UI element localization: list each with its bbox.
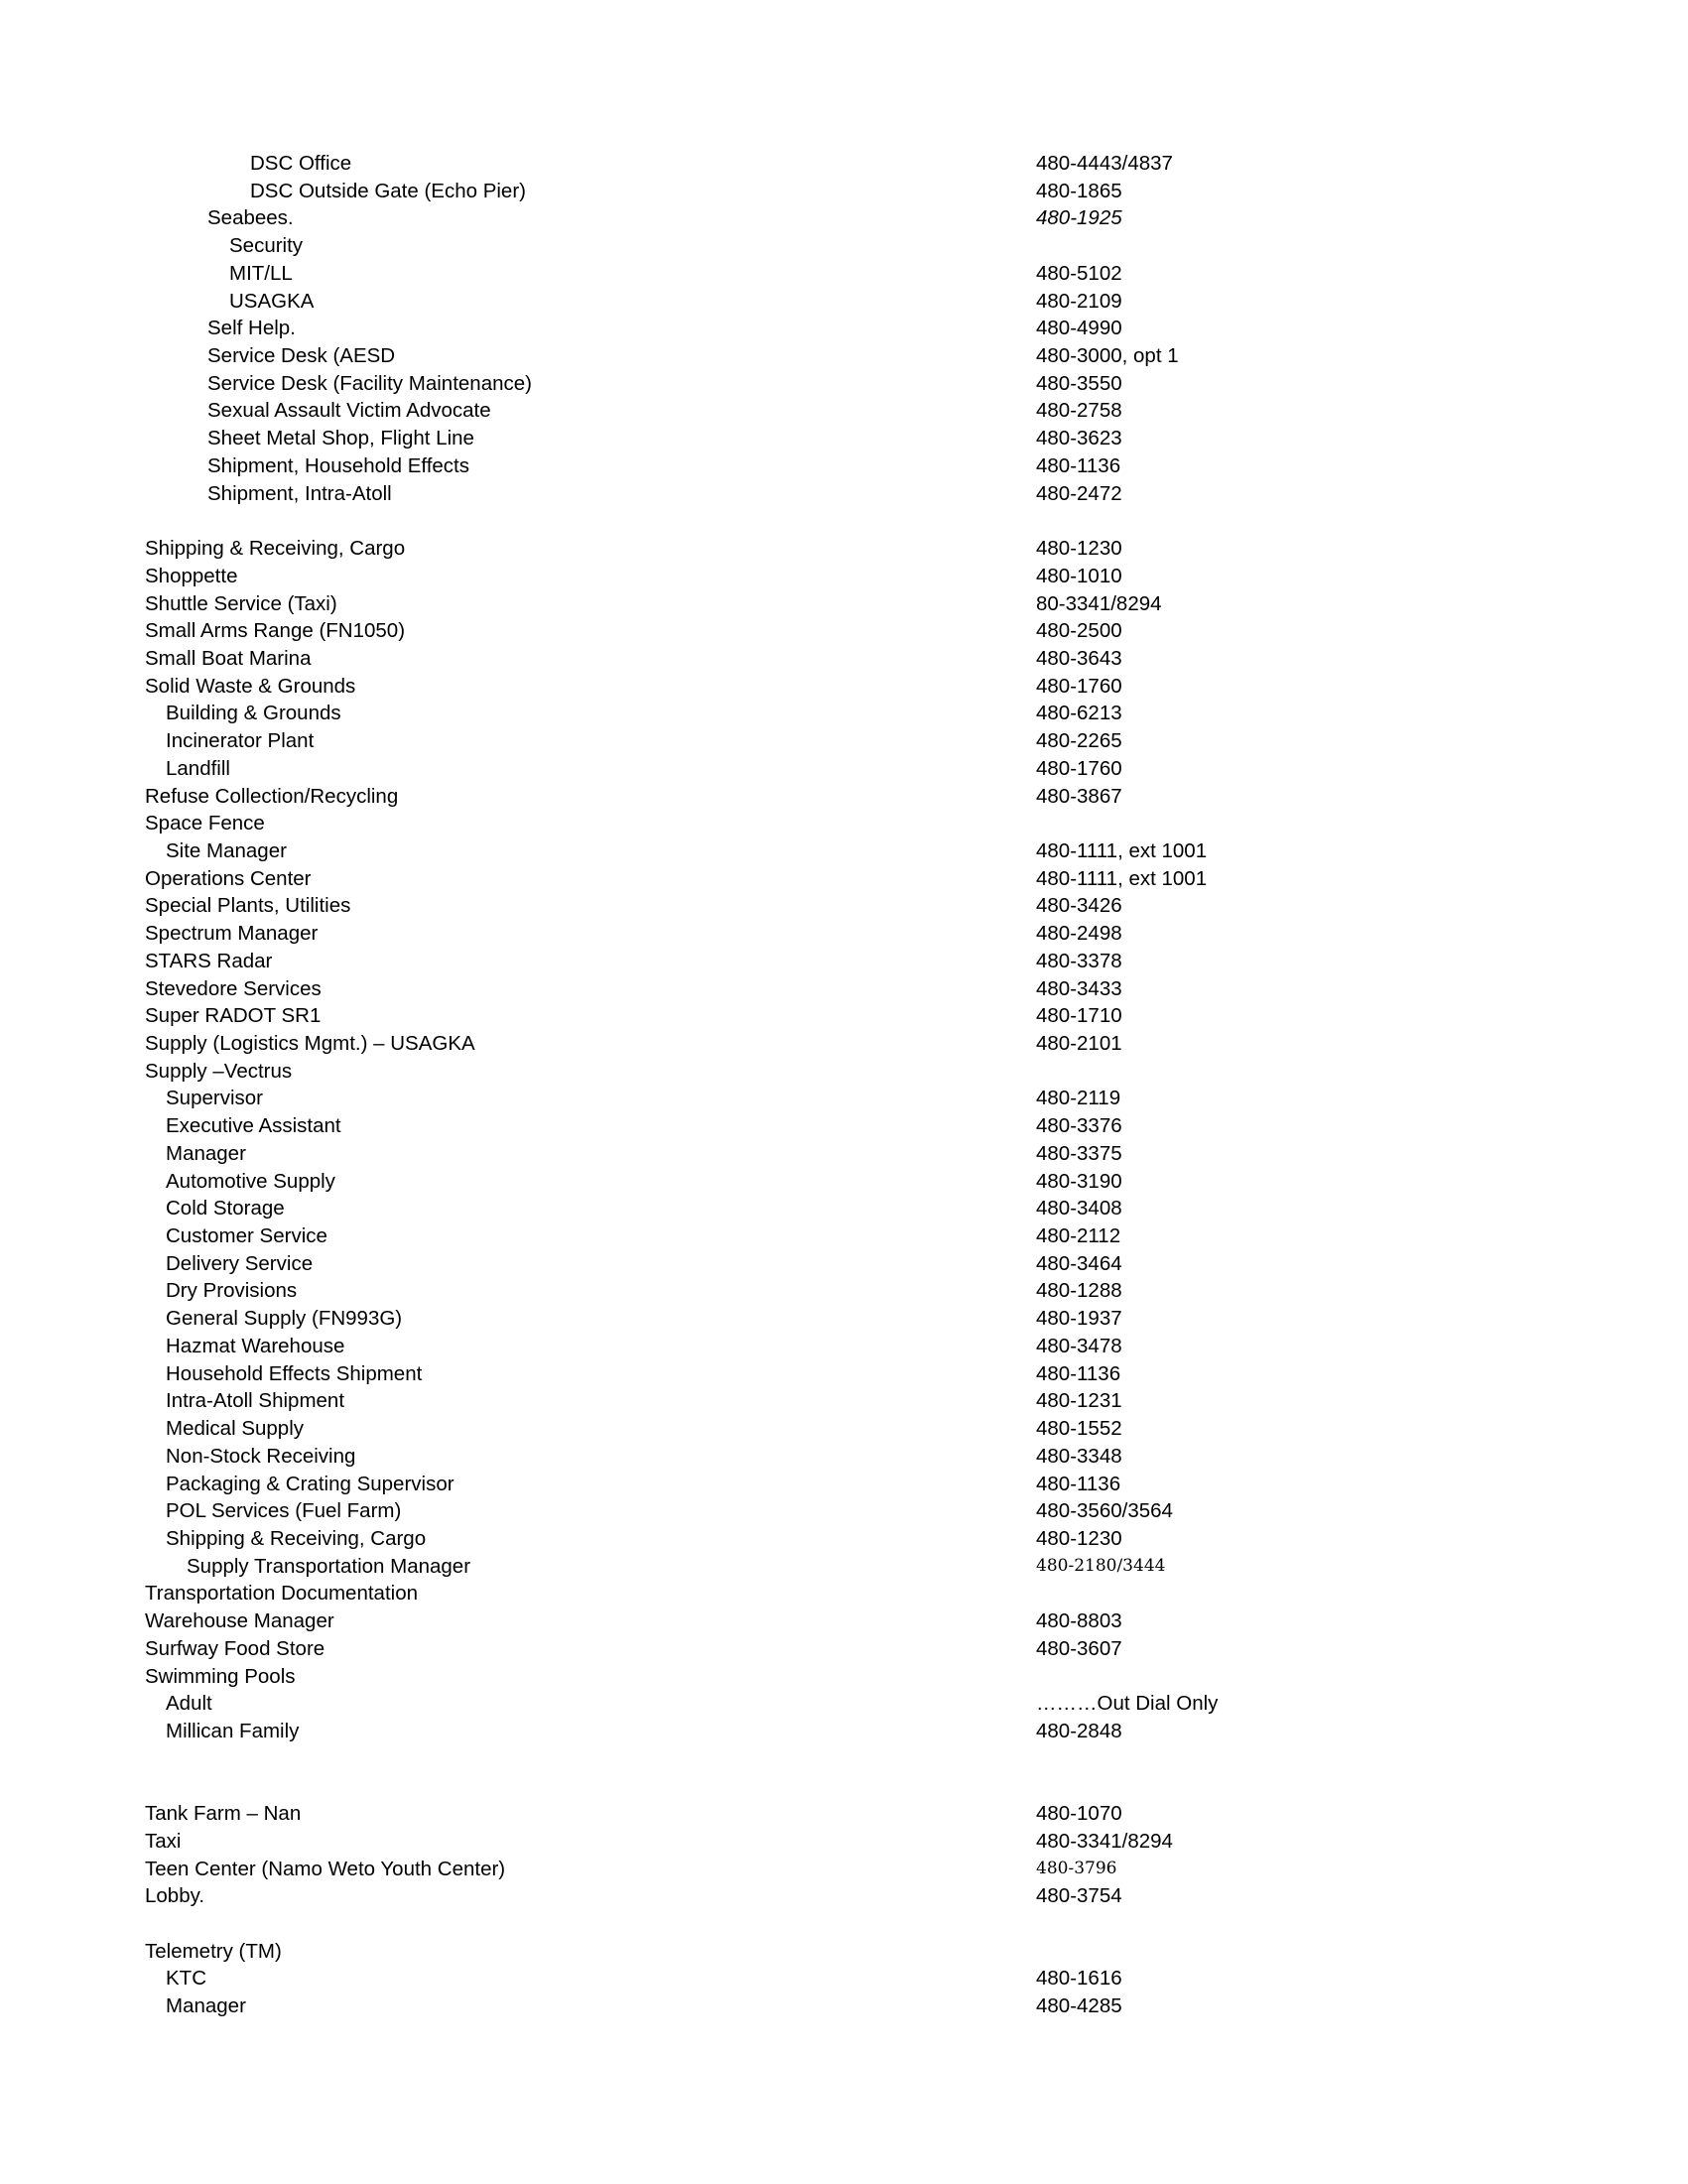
- entry-name: Executive Assistant: [166, 1114, 341, 1138]
- entry-phone: 480-3560/3564: [1036, 1499, 1173, 1523]
- entry-name: Space Fence: [145, 812, 265, 835]
- entry-phone: 480-6213: [1036, 702, 1122, 725]
- directory-entry: [0, 1443, 1688, 1471]
- entry-name: Shipping & Receiving, Cargo: [166, 1526, 427, 1550]
- entry-phone: 480-3433: [1036, 976, 1122, 1000]
- directory-entry: [0, 150, 1688, 178]
- entry-phone: 480-4990: [1036, 317, 1122, 340]
- directory-entry: [0, 1085, 1688, 1112]
- directory-entry: [0, 1112, 1688, 1140]
- entry-name: Incinerator Plant: [166, 729, 315, 753]
- directory-entry: [0, 452, 1688, 480]
- directory-entry: [0, 232, 1688, 260]
- entry-name: Refuse Collection/Recycling: [145, 784, 399, 808]
- entry-name: DSC Outside Gate (Echo Pier): [250, 179, 526, 202]
- directory-entry: [0, 1415, 1688, 1443]
- entry-name: Surfway Food Store: [145, 1636, 325, 1660]
- directory-entry: [0, 1497, 1688, 1525]
- entry-name: Taxi: [145, 1829, 182, 1853]
- entry-phone: 480-2109: [1036, 289, 1122, 313]
- entry-name: Supply (Logistics Mgmt.) – USAGKA: [145, 1032, 475, 1055]
- entry-phone: 480-2119: [1036, 1087, 1121, 1110]
- entry-phone: 480-3867: [1036, 784, 1122, 808]
- entry-name: Landfill: [166, 756, 230, 780]
- entry-phone: 480-1937: [1036, 1307, 1122, 1331]
- entry-name: Self Help.: [207, 317, 296, 340]
- entry-phone: 480-3341/8294: [1036, 1829, 1173, 1853]
- directory-entry: [0, 783, 1688, 811]
- directory-entry: [0, 1250, 1688, 1278]
- directory-entry: [0, 810, 1688, 837]
- entry-name: Shipping & Receiving, Cargo: [145, 537, 406, 561]
- entry-phone: 480-1552: [1036, 1417, 1122, 1441]
- directory-entry: [0, 645, 1688, 673]
- entry-name: Swimming Pools: [145, 1664, 296, 1688]
- directory-entry: [0, 1168, 1688, 1196]
- directory-entry: [0, 1387, 1688, 1415]
- entry-name: Customer Service: [166, 1224, 327, 1248]
- entry-phone: 480-2848: [1036, 1719, 1122, 1742]
- entry-phone: 480-2498: [1036, 922, 1122, 946]
- entry-phone: 480-2500: [1036, 619, 1122, 643]
- entry-phone: 480-1111, ext 1001: [1036, 866, 1208, 890]
- entry-phone: 480-3408: [1036, 1197, 1122, 1220]
- directory-entry: [0, 1938, 1688, 1966]
- directory-entry: [0, 617, 1688, 645]
- entry-name: Manager: [166, 1141, 246, 1165]
- directory-entry: [0, 1718, 1688, 1745]
- entry-phone: 480-1925: [1036, 206, 1122, 230]
- entry-phone: 480-1760: [1036, 756, 1122, 780]
- entry-name: Automotive Supply: [166, 1169, 335, 1193]
- entry-name: POL Services (Fuel Farm): [166, 1499, 402, 1523]
- directory-entry: [0, 1882, 1688, 1910]
- directory-entry: [0, 727, 1688, 755]
- directory-entry: [0, 1277, 1688, 1305]
- directory-entry: [0, 1745, 1688, 1773]
- directory-entry: [0, 1333, 1688, 1360]
- directory-entry: [0, 1553, 1688, 1581]
- entry-phone: 480-1070: [1036, 1802, 1122, 1826]
- entry-phone: 480-1616: [1036, 1967, 1122, 1991]
- directory-entry: [0, 1305, 1688, 1333]
- entry-name: Telemetry (TM): [145, 1939, 282, 1963]
- entry-name: Security: [229, 234, 304, 258]
- entry-phone: 480-4285: [1036, 1994, 1122, 2018]
- directory-entry: [0, 370, 1688, 398]
- entry-name: Cold Storage: [166, 1197, 285, 1220]
- entry-phone: 480-2101: [1036, 1032, 1122, 1055]
- entry-name: Delivery Service: [166, 1251, 314, 1275]
- entry-phone: 480-5102: [1036, 261, 1122, 285]
- entry-phone: 480-3607: [1036, 1636, 1122, 1660]
- entry-phone: 480-3754: [1036, 1884, 1122, 1908]
- entry-name: Non-Stock Receiving: [166, 1444, 356, 1468]
- entry-phone: 480-3643: [1036, 646, 1122, 670]
- directory-entry: [0, 948, 1688, 975]
- directory-entry: [0, 673, 1688, 701]
- entry-phone: 480-3348: [1036, 1444, 1122, 1468]
- entry-name: Shoppette: [145, 564, 238, 587]
- entry-phone: 480-1136: [1036, 1472, 1121, 1495]
- entry-name: DSC Office: [250, 152, 352, 175]
- entry-phone: 480-1136: [1036, 1361, 1121, 1385]
- entry-name: Site Manager: [166, 838, 287, 862]
- directory-entry: [0, 1222, 1688, 1250]
- entry-phone: 480-1760: [1036, 674, 1122, 698]
- entry-name: Lobby.: [145, 1884, 205, 1908]
- entry-name: Millican Family: [166, 1719, 300, 1742]
- entry-name: Spectrum Manager: [145, 922, 319, 946]
- directory-entry: [0, 1856, 1688, 1883]
- directory-entry: [0, 1525, 1688, 1553]
- entry-phone: 80-3341/8294: [1036, 591, 1162, 615]
- directory-entry: [0, 590, 1688, 618]
- entry-phone: 480-1865: [1036, 179, 1122, 202]
- entry-name: Shipment, Household Effects: [207, 453, 469, 477]
- directory-entry: [0, 1663, 1688, 1691]
- directory-entry: [0, 1580, 1688, 1607]
- entry-phone: 480-3796: [1036, 1858, 1117, 1878]
- directory-entry: [0, 288, 1688, 316]
- entry-name: Supervisor: [166, 1087, 263, 1110]
- entry-phone: 480-3375: [1036, 1141, 1122, 1165]
- entry-name: MIT/LL: [229, 261, 293, 285]
- entry-phone: 480-4443/4837: [1036, 152, 1173, 175]
- entry-name: Stevedore Services: [145, 976, 322, 1000]
- entry-name: Packaging & Crating Supervisor: [166, 1472, 454, 1495]
- entry-name: STARS Radar: [145, 949, 273, 972]
- entry-phone: 480-3378: [1036, 949, 1122, 972]
- entry-name: Seabees.: [207, 206, 294, 230]
- entry-name: Tank Farm – Nan: [145, 1802, 302, 1826]
- entry-phone: 480-2180/3444: [1036, 1555, 1166, 1576]
- entry-name: Service Desk (Facility Maintenance): [207, 371, 532, 395]
- directory-entry: [0, 755, 1688, 783]
- entry-phone: 480-3478: [1036, 1334, 1122, 1357]
- directory-entry: [0, 1800, 1688, 1828]
- directory-entry: [0, 1690, 1688, 1718]
- entry-name: Super RADOT SR1: [145, 1004, 322, 1028]
- entry-name: Manager: [166, 1994, 246, 2018]
- directory-entry: [0, 1195, 1688, 1222]
- directory-entry: [0, 700, 1688, 727]
- entry-phone: 480-8803: [1036, 1609, 1122, 1633]
- directory-entry: [0, 204, 1688, 232]
- entry-name: General Supply (FN993G): [166, 1307, 403, 1331]
- entry-name: Solid Waste & Grounds: [145, 674, 356, 698]
- directory-entry: [0, 315, 1688, 342]
- directory-entry: [0, 342, 1688, 370]
- directory-entry: [0, 1607, 1688, 1635]
- entry-name: Teen Center (Namo Weto Youth Center): [145, 1857, 506, 1880]
- entry-name: Warehouse Manager: [145, 1609, 334, 1633]
- entry-phone: 480-3550: [1036, 371, 1122, 395]
- entry-name: KTC: [166, 1967, 206, 1991]
- entry-phone: 480-1231: [1036, 1389, 1122, 1413]
- entry-phone: 480-3426: [1036, 894, 1122, 918]
- entry-name: Shipment, Intra-Atoll: [207, 481, 392, 505]
- entry-name: Sheet Metal Shop, Flight Line: [207, 427, 474, 450]
- directory-entry: [0, 1772, 1688, 1800]
- entry-phone: 480-3376: [1036, 1114, 1122, 1138]
- directory-entry: [0, 920, 1688, 948]
- directory-entry: [0, 535, 1688, 563]
- entry-phone: 480-2472: [1036, 481, 1122, 505]
- entry-name: Household Effects Shipment: [166, 1361, 423, 1385]
- directory-entry: [0, 1058, 1688, 1086]
- directory-entry: [0, 1471, 1688, 1498]
- entry-name: Shuttle Service (Taxi): [145, 591, 337, 615]
- entry-name: Transportation Documentation: [145, 1582, 418, 1606]
- entry-phone: 480-2112: [1036, 1224, 1121, 1248]
- entry-phone: 480-2265: [1036, 729, 1122, 753]
- entry-name: Building & Grounds: [166, 702, 341, 725]
- entry-name: Operations Center: [145, 866, 312, 890]
- entry-phone: 480-3000, opt 1: [1036, 344, 1179, 368]
- directory-entry: [0, 1965, 1688, 1992]
- entry-phone: 480-2758: [1036, 399, 1122, 423]
- directory-entry: [0, 178, 1688, 205]
- entry-phone: 480-1010: [1036, 564, 1122, 587]
- directory-entry: [0, 397, 1688, 425]
- entry-name: Supply Transportation Manager: [187, 1554, 471, 1578]
- entry-phone: 480-1136: [1036, 453, 1121, 477]
- directory-entry: [0, 507, 1688, 535]
- directory-entry: [0, 1140, 1688, 1168]
- directory-entry: [0, 1635, 1688, 1663]
- entry-name: Small Arms Range (FN1050): [145, 619, 406, 643]
- directory-entry: [0, 260, 1688, 288]
- entry-phone: 480-3623: [1036, 427, 1122, 450]
- entry-phone: 480-1230: [1036, 1526, 1122, 1550]
- directory-entry: [0, 480, 1688, 508]
- entry-name: Intra-Atoll Shipment: [166, 1389, 345, 1413]
- directory-entry: [0, 1828, 1688, 1856]
- entry-name: Dry Provisions: [166, 1279, 298, 1303]
- entry-phone: 480-1288: [1036, 1279, 1122, 1303]
- phone-directory: [0, 150, 1688, 2020]
- entry-phone: 480-3190: [1036, 1169, 1122, 1193]
- entry-name: Small Boat Marina: [145, 646, 312, 670]
- entry-phone: 480-1111, ext 1001: [1036, 838, 1208, 862]
- directory-entry: [0, 865, 1688, 893]
- entry-name: Adult: [166, 1692, 212, 1716]
- directory-entry: [0, 892, 1688, 920]
- entry-name: Hazmat Warehouse: [166, 1334, 345, 1357]
- entry-phone: 480-1710: [1036, 1004, 1122, 1028]
- entry-phone: 480-1230: [1036, 537, 1122, 561]
- directory-entry: [0, 1002, 1688, 1030]
- entry-name: Medical Supply: [166, 1417, 305, 1441]
- directory-entry: [0, 1992, 1688, 2020]
- entry-name: Service Desk (AESD: [207, 344, 396, 368]
- directory-entry: [0, 975, 1688, 1003]
- entry-phone: ………Out Dial Only: [1036, 1692, 1219, 1716]
- directory-entry: [0, 1910, 1688, 1938]
- entry-name: USAGKA: [229, 289, 315, 313]
- directory-entry: [0, 837, 1688, 865]
- entry-name: Special Plants, Utilities: [145, 894, 351, 918]
- entry-name: Supply –Vectrus: [145, 1059, 293, 1083]
- entry-name: Sexual Assault Victim Advocate: [207, 399, 491, 423]
- entry-phone: 480-3464: [1036, 1251, 1122, 1275]
- directory-entry: [0, 425, 1688, 452]
- directory-entry: [0, 563, 1688, 590]
- directory-entry: [0, 1030, 1688, 1058]
- directory-entry: [0, 1360, 1688, 1388]
